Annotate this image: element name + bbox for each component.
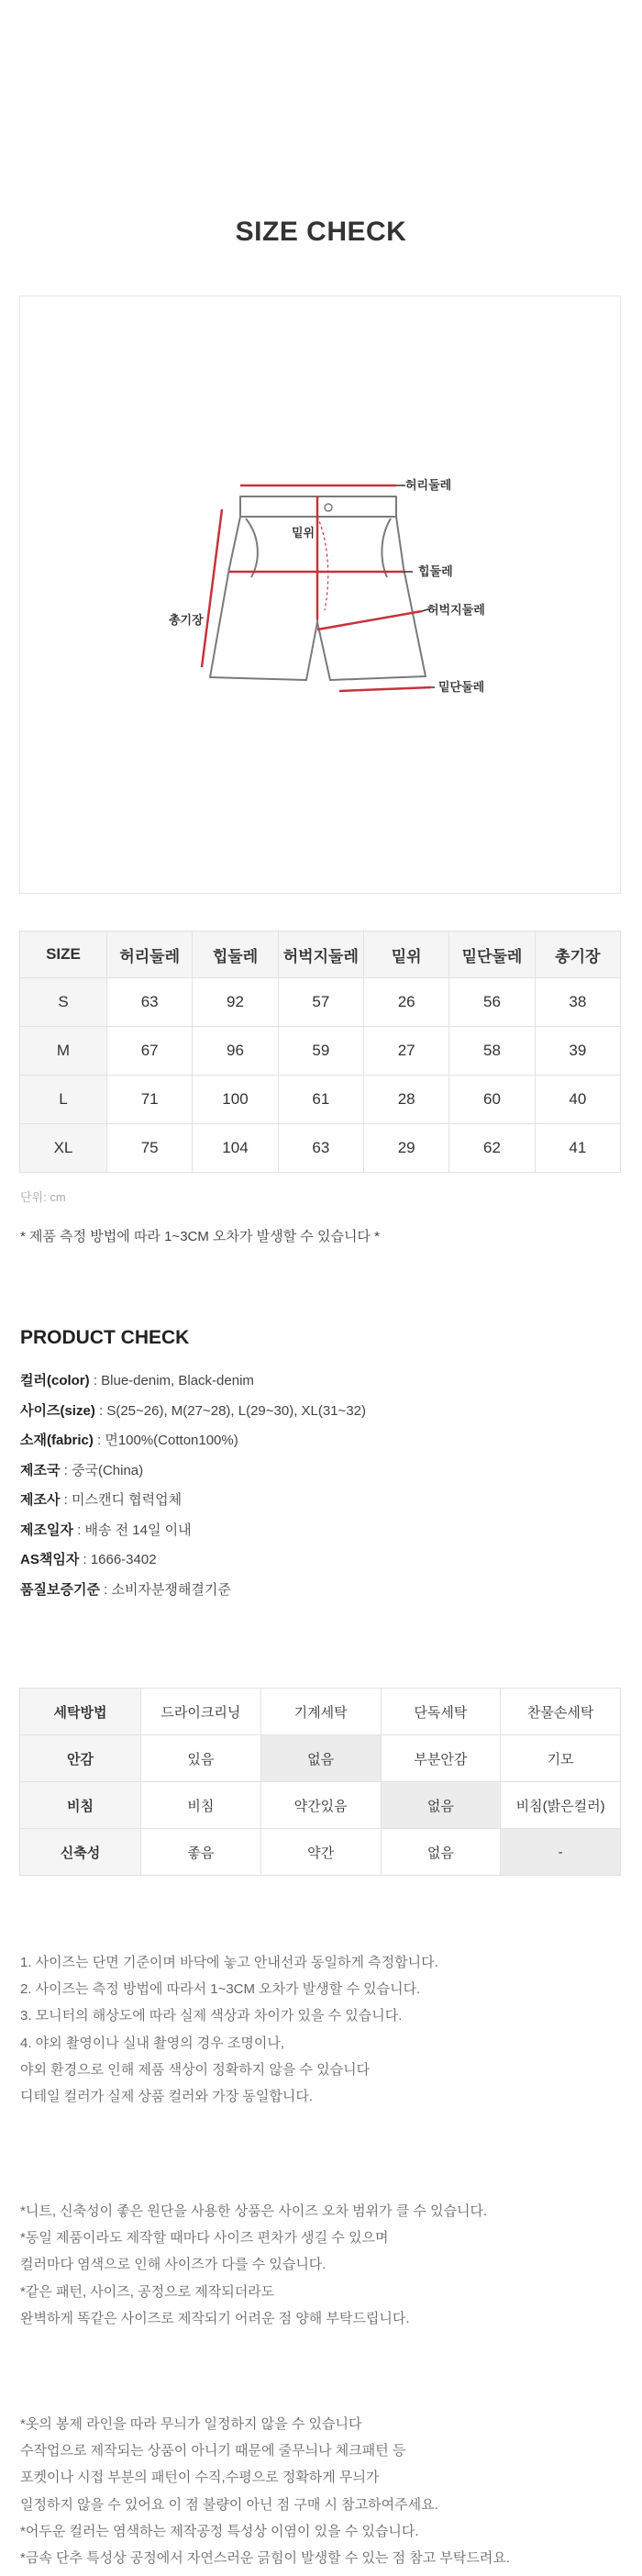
table-cell: 40 <box>535 1076 620 1124</box>
table-row <box>20 1124 621 1173</box>
table-cell: 있음 <box>141 1735 261 1782</box>
table-cell: 약간 <box>260 1829 381 1876</box>
notice-line: 4. 야외 촬영이나 실내 촬영의 경우 조명이나, <box>20 2035 285 2051</box>
notice-line: 수작업으로 제작되는 상품이 아니기 때문에 줄무늬나 체크패턴 등 <box>20 2443 406 2459</box>
product-info-item <box>20 1520 366 1550</box>
label-hip: 힙둘레 <box>418 564 453 578</box>
info-label: 소재(fabric) <box>20 1433 94 1448</box>
table-cell: 약간있음 <box>260 1782 381 1829</box>
notice-line: *같은 패턴, 사이즈, 공정으로 제작되더라도 <box>20 2283 275 2300</box>
table-cell: 29 <box>363 1124 448 1173</box>
table-cell: 58 <box>449 1027 535 1076</box>
measurement-note: * 제품 측정 방법에 따라 1~3CM 오차가 발생할 수 있습니다 * <box>20 1229 380 1244</box>
table-cell: 28 <box>363 1076 448 1124</box>
table-cell: 60 <box>449 1076 535 1124</box>
info-label: 제조사 <box>20 1492 61 1508</box>
header-cell: 허벅지둘레 <box>278 931 363 978</box>
notice-block-2 <box>20 2201 487 2335</box>
info-label: 사이즈(size) <box>20 1402 95 1419</box>
notice-line: 포켓이나 시접 부분의 패턴이 수직,수평으로 정확하게 무늬가 <box>20 2470 380 2486</box>
info-value: : S(25~26), M(27~28), L(29~30), XL(31~32) <box>94 1402 367 1419</box>
table-cell: 기계세탁 <box>260 1689 381 1735</box>
label-hem: 밑단둘레 <box>438 680 485 694</box>
header-cell: 밑위 <box>363 931 448 978</box>
header-cell: 밑단둘레 <box>449 931 535 978</box>
label-front-rise: 밑위 <box>292 526 315 540</box>
table-cell: 100 <box>193 1076 278 1124</box>
info-value: : 면100%(Cotton100%) <box>93 1433 238 1448</box>
table-cell: 56 <box>449 978 535 1027</box>
info-value: : 미스캔디 협력업체 <box>60 1492 183 1508</box>
table-cell: 39 <box>535 1027 620 1076</box>
header-cell: 힙둘레 <box>193 931 278 978</box>
table-cell: 57 <box>278 978 363 1027</box>
table-cell: 92 <box>193 978 278 1027</box>
product-info-item <box>20 1400 366 1431</box>
table-cell: 61 <box>278 1076 363 1124</box>
size-check-title: SIZE CHECK <box>235 217 407 247</box>
info-label: 제조일자 <box>20 1522 73 1538</box>
table-cell: 63 <box>278 1124 363 1173</box>
size-diagram <box>19 296 621 894</box>
info-value: : 1666-3402 <box>79 1552 157 1567</box>
table-cell: 71 <box>107 1076 193 1124</box>
product-info-item <box>20 1489 366 1520</box>
shorts-illustration <box>20 296 622 895</box>
product-info-item <box>20 1460 366 1490</box>
table-cell: 104 <box>193 1124 278 1173</box>
care-row-label: 세탁방법 <box>20 1689 141 1735</box>
notice-line: 컬러마다 염색으로 인해 사이즈가 다를 수 있습니다. <box>20 2257 327 2273</box>
table-cell: 좋음 <box>141 1829 261 1876</box>
table-cell: 38 <box>535 978 620 1027</box>
table-cell-selected: 없음 <box>381 1782 501 1829</box>
header-cell: 총기장 <box>535 931 620 978</box>
table-row <box>20 1829 621 1876</box>
table-cell: 없음 <box>381 1829 501 1876</box>
notice-line: *금속 단추 특성상 공정에서 자연스러운 긁힘이 발생할 수 있는 점 참고 부탁드려요. <box>20 2549 511 2566</box>
notice-line: 2. 사이즈는 측정 방법에 따라서 1~3CM 오차가 발생할 수 있습니다. <box>20 1981 421 1998</box>
table-cell: 26 <box>363 978 448 1027</box>
table-cell: 단독세탁 <box>381 1689 501 1735</box>
table-row <box>20 1689 621 1735</box>
notice-line: *옷의 봉제 라인을 따라 무늬가 일정하지 않을 수 있습니다 <box>20 2416 362 2432</box>
product-info-item <box>20 1370 366 1400</box>
notice-line: *어두운 컬러는 염색하는 제작공정 특성상 이염이 있을 수 있습니다. <box>20 2523 419 2539</box>
label-waist: 허리둘레 <box>405 478 452 492</box>
size-label-cell: S <box>20 978 107 1027</box>
table-row <box>20 1027 621 1076</box>
size-label-cell: XL <box>20 1124 107 1173</box>
table-cell: 드라이크리닝 <box>141 1689 261 1735</box>
table-cell-selected: - <box>501 1829 621 1876</box>
notice-line: 1. 사이즈는 단면 기준이며 바닥에 놓고 안내선과 동일하게 측정합니다. <box>20 1955 438 1970</box>
size-table <box>19 931 621 1173</box>
notice-line: 3. 모니터의 해상도에 따라 실제 색상과 차이가 있을 수 있습니다. <box>20 2008 403 2024</box>
unit-label: 단위: cm <box>20 1190 66 1204</box>
table-row <box>20 1735 621 1782</box>
notice-line: 일정하지 않을 수 있어요 이 점 불량이 아닌 점 구매 시 참고하여주세요. <box>20 2496 438 2513</box>
table-cell: 96 <box>193 1027 278 1076</box>
table-cell: 기모 <box>501 1735 621 1782</box>
header-cell: SIZE <box>20 931 107 978</box>
info-label: AS책임자 <box>20 1552 80 1567</box>
table-cell: 75 <box>107 1124 193 1173</box>
table-row <box>20 978 621 1027</box>
leader-lines <box>396 485 435 687</box>
info-value: : 배송 전 14일 이내 <box>72 1522 192 1538</box>
info-value: : Blue-denim, Black-denim <box>89 1373 254 1388</box>
notice-block-3 <box>20 2414 510 2574</box>
table-cell-selected: 없음 <box>260 1735 381 1782</box>
info-label: 컬러(color) <box>20 1373 90 1388</box>
info-value: : 중국(China) <box>60 1462 144 1478</box>
notice-line: 완벽하게 똑같은 사이즈로 제작되기 어려운 점 양해 부탁드립니다. <box>20 2310 410 2326</box>
table-cell: 41 <box>535 1124 620 1173</box>
care-row-label: 신축성 <box>20 1829 141 1876</box>
table-row <box>20 1782 621 1829</box>
care-table <box>19 1688 621 1876</box>
table-cell: 59 <box>278 1027 363 1076</box>
product-info-item <box>20 1579 366 1610</box>
care-row-label: 안감 <box>20 1735 141 1782</box>
size-label-cell: L <box>20 1076 107 1124</box>
table-cell: 비침(밝은컬러) <box>501 1782 621 1829</box>
product-info-item <box>20 1430 366 1460</box>
size-table-header <box>20 931 621 978</box>
notice-line: *동일 제품이라도 제작할 때마다 사이즈 편차가 생길 수 있으며 <box>20 2230 389 2247</box>
table-cell: 62 <box>449 1124 535 1173</box>
notice-line: 디테일 컬러가 실제 상품 컬러와 가장 동일합니다. <box>20 2088 313 2104</box>
notice-line: 야외 환경으로 인해 제품 색상이 정확하지 않을 수 있습니다 <box>20 2061 371 2078</box>
notice-line: *니트, 신축성이 좋은 원단을 사용한 상품은 사이즈 오차 범위가 클 수 있습니다. <box>20 2203 488 2219</box>
info-value: : 소비자분쟁해결기준 <box>99 1581 231 1598</box>
table-cell: 27 <box>363 1027 448 1076</box>
table-cell: 67 <box>107 1027 193 1076</box>
label-total-length: 총기장 <box>169 613 204 627</box>
care-row-label: 비침 <box>20 1782 141 1829</box>
product-check-title: PRODUCT CHECK <box>20 1327 190 1348</box>
info-label: 제조국 <box>20 1462 61 1478</box>
label-thigh: 허벅지둘레 <box>427 603 485 617</box>
product-info-list <box>20 1370 366 1609</box>
notice-block-1 <box>20 1952 438 2113</box>
size-label-cell: M <box>20 1027 107 1076</box>
table-cell: 비침 <box>141 1782 261 1829</box>
table-cell: 부분안감 <box>381 1735 501 1782</box>
product-info-item <box>20 1549 366 1579</box>
table-row <box>20 1076 621 1124</box>
table-cell: 찬물손세탁 <box>501 1689 621 1735</box>
info-label: 품질보증기준 <box>20 1581 100 1598</box>
table-cell: 63 <box>107 978 193 1027</box>
header-cell: 허리둘레 <box>107 931 193 978</box>
